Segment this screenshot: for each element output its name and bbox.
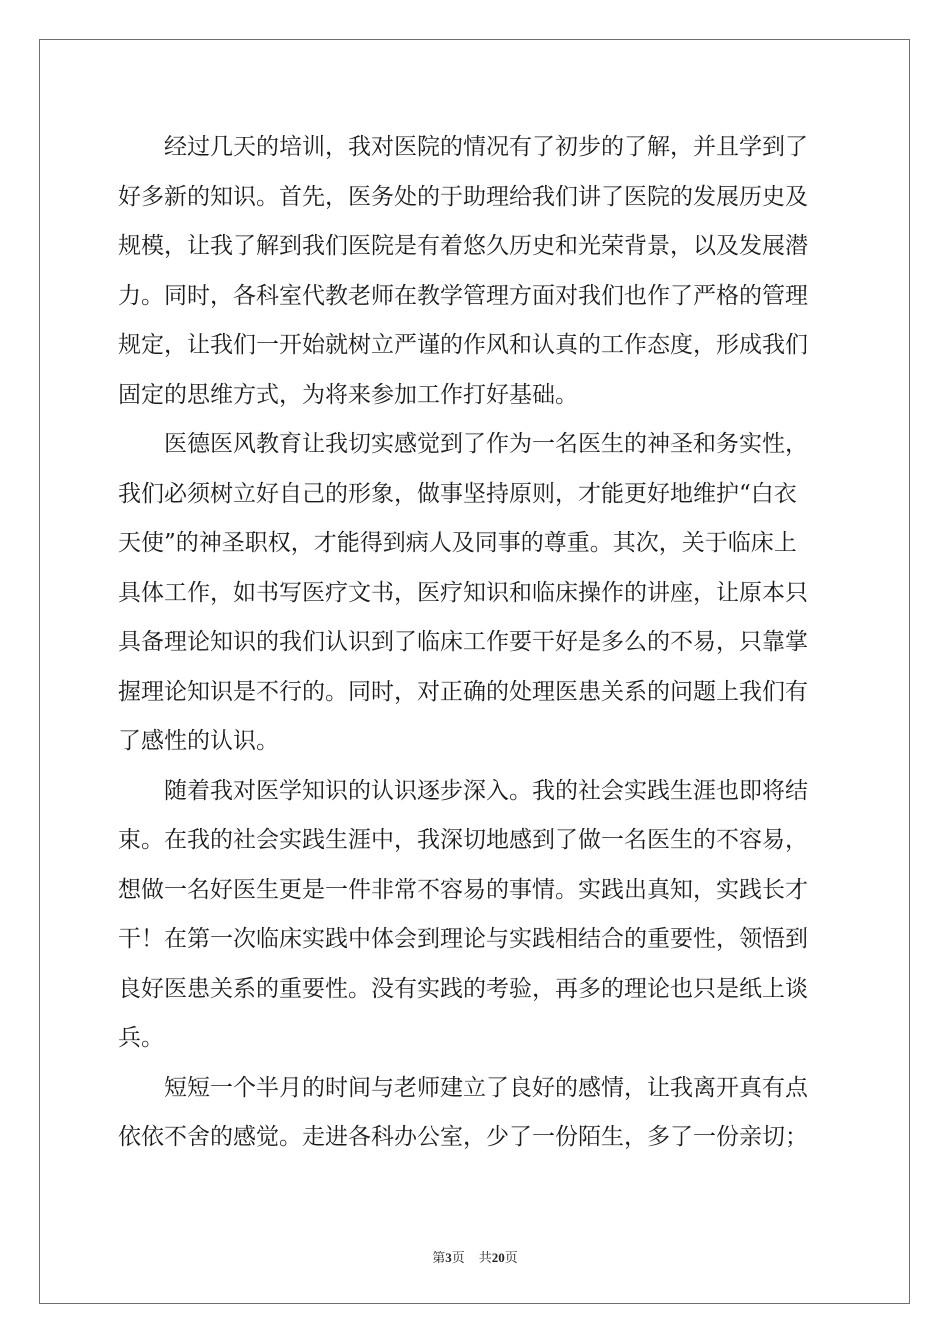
page-footer: [0, 1247, 950, 1266]
text-line: 想做一名好医生更是一件非常不容易的事情。实践出真知，实践长才: [118, 876, 808, 903]
total-pages: 20: [491, 1250, 505, 1265]
page-number-suffix: 页: [451, 1251, 465, 1266]
text-line: 力。同时，各科室代教老师在教学管理方面对我们也作了严格的管理: [118, 282, 808, 309]
document-body: [118, 123, 835, 1163]
text-line: 短短一个半月的时间与老师建立了良好的感情，让我离开真有点: [164, 1074, 808, 1101]
paragraph: [118, 767, 835, 1064]
text-line: 握理论知识是不行的。同时，对正确的处理医患关系的问题上我们有: [118, 678, 808, 705]
text-line: 规模，让我了解到我们医院是有着悠久历史和光荣背景，以及发展潜: [118, 233, 808, 259]
total-pages-suffix: 页: [504, 1251, 518, 1266]
text-line: 我们必须树立好自己的形象，做事坚持原则，才能更好地维护“白衣: [118, 480, 797, 507]
paragraph: [118, 123, 835, 420]
text-line: 干！在第一次临床实践中体会到理论与实践相结合的重要性，领悟到: [118, 926, 808, 952]
text-line: 兵。: [118, 1025, 164, 1051]
page-number: 3: [445, 1250, 452, 1265]
total-pages-prefix: 共: [478, 1251, 492, 1266]
text-line: 经过几天的培训，我对医院的情况有了初步的了解，并且学到了: [164, 134, 808, 160]
text-line: 规定，让我们一开始就树立严谨的作风和认真的工作态度，形成我们: [118, 332, 808, 358]
paragraph: [118, 1064, 835, 1163]
text-line: 随着我对医学知识的认识逐步深入。我的社会实践生涯也即将结: [164, 777, 808, 804]
text-line: 医德医风教育让我切实感觉到了作为一名医生的神圣和务实性，: [164, 431, 808, 457]
text-line: 好多新的知识。首先，医务处的于助理给我们讲了医院的发展历史及: [118, 183, 808, 210]
text-line: 束。在我的社会实践生涯中，我深切地感到了做一名医生的不容易，: [118, 827, 808, 853]
text-line: 具备理论知识的我们认识到了临床工作要干好是多么的不易，只靠掌: [118, 629, 808, 655]
text-line: 天使”的神圣职权，才能得到病人及同事的尊重。其次，关于临床上: [118, 530, 797, 556]
text-line: 具体工作，如书写医疗文书，医疗知识和临床操作的讲座，让原本只: [118, 579, 808, 606]
text-line: 良好医患关系的重要性。没有实践的考验，再多的理论也只是纸上谈: [118, 975, 808, 1002]
text-line: 了感性的认识。: [118, 728, 279, 754]
paragraph: [118, 420, 835, 767]
text-line: 依依不舍的感觉。走进各科办公室，少了一份陌生，多了一份亲切；: [118, 1124, 808, 1150]
page-number-prefix: 第: [432, 1251, 446, 1266]
text-line: 固定的思维方式，为将来参加工作打好基础。: [118, 381, 578, 408]
